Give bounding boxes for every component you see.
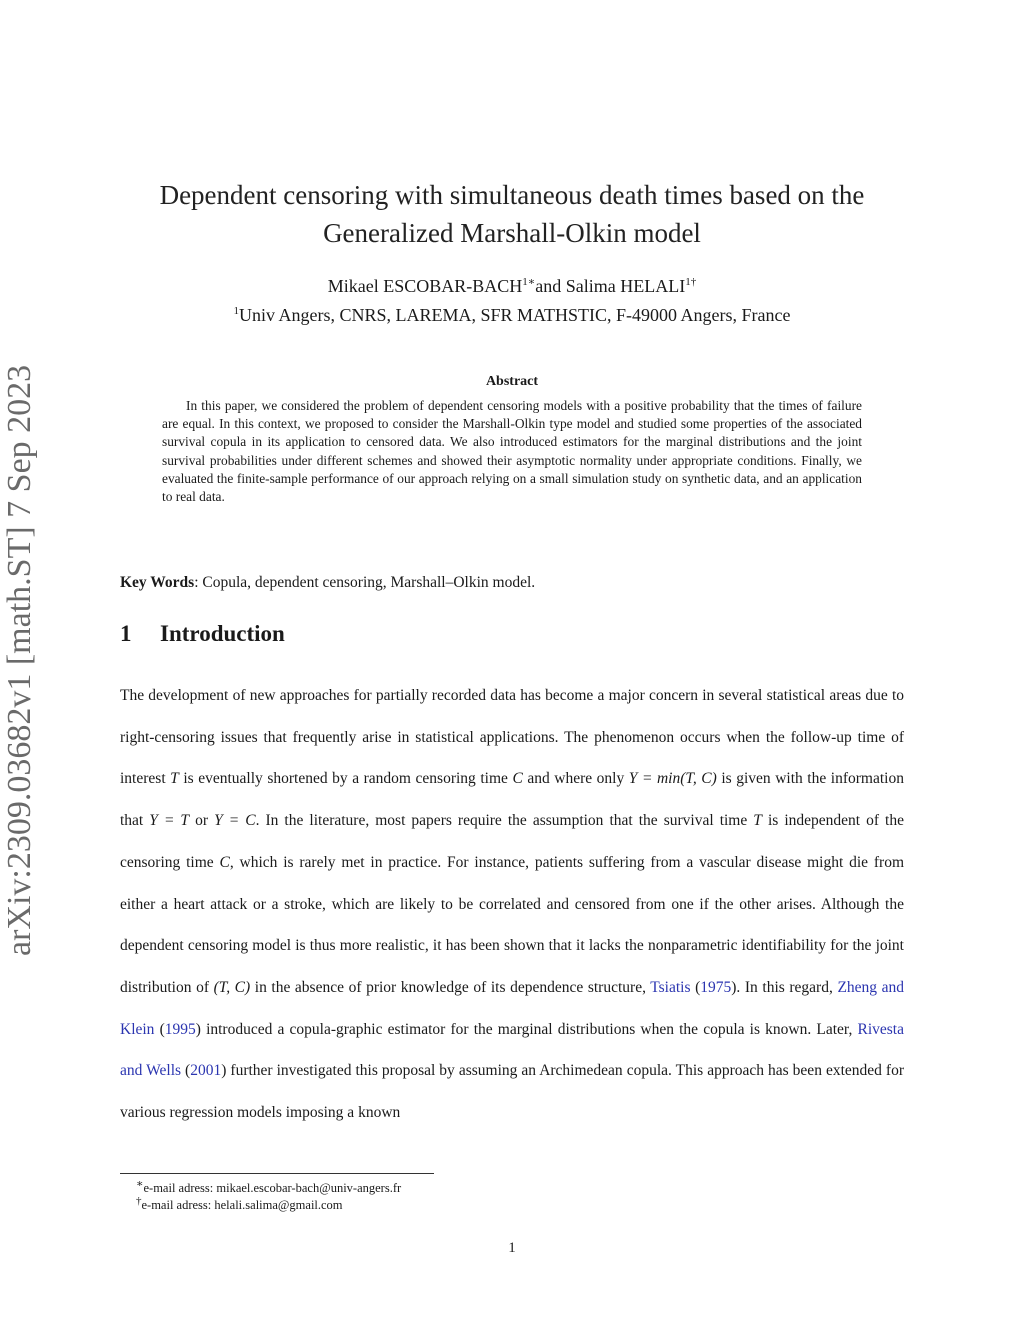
math-var: T xyxy=(753,812,762,830)
body-text-run: is given with the information that xyxy=(120,770,904,830)
citation-paren: ) xyxy=(221,1062,227,1080)
footnote-rule xyxy=(120,1173,434,1174)
section-number: 1 xyxy=(120,621,132,646)
citation-paren: ) xyxy=(195,1020,201,1038)
affiliation-mark: 1 xyxy=(233,305,239,317)
body-text-run: In this regard, xyxy=(740,978,838,996)
body-text-run: further investigated this proposal by assuming an Archimedean copula. This approach has been extended for various regression models imposing a known xyxy=(120,1062,904,1122)
citation-link-rivesta-wells[interactable]: Rivesta and Wells xyxy=(120,1020,904,1080)
citation-paren: ( xyxy=(181,1062,191,1080)
arxiv-stamp: arXiv:2309.03682v1 [math.ST] 7 Sep 2023 xyxy=(1,364,38,956)
math-expression: (T, C) xyxy=(213,978,251,996)
citation-year-link-zheng-klein[interactable]: 1995 xyxy=(164,1020,196,1038)
footnote-2 xyxy=(136,1193,343,1213)
page-number: 1 xyxy=(508,1240,516,1256)
title-line-1: Dependent censoring with simultaneous death times based on the xyxy=(159,180,865,210)
footnote-1-text: e-mail adress: mikael.escobar-bach@univ-angers.fr xyxy=(143,1181,402,1196)
footnote-2-mark: † xyxy=(136,1195,142,1207)
citation-paren: ( xyxy=(690,978,701,996)
author-1-mark: 1∗ xyxy=(522,276,536,288)
body-text-run: , which is rarely met in practice. For instance, patients suffering from a vascular disease might die from either a heart attack or a stroke, which are likely to be correlated and censored from one if the other arises. Although the dependent censoring model is thus more realistic, it has been shown that it lacks the nonparametric identifiability for the joint distribution of xyxy=(120,853,904,996)
author-2-mark: 1† xyxy=(685,276,697,288)
abstract-heading: Abstract xyxy=(485,374,539,389)
body-text-run: or xyxy=(189,812,215,830)
body-text-run: is independent of the censoring time xyxy=(120,812,904,871)
citation-link-tsiatis[interactable]: Tsiatis xyxy=(650,978,691,996)
author-line xyxy=(120,270,904,299)
body-text-run: is eventually shortened by a random censoring time xyxy=(178,770,513,788)
body-text-run: and where only xyxy=(522,770,629,788)
math-var: C xyxy=(512,770,523,788)
keywords xyxy=(120,574,904,592)
body-text-run: . In the literature, most papers require the assumption that the survival time xyxy=(255,812,754,830)
math-expression: Y = C xyxy=(214,812,256,830)
body-text-run: The development of new approaches for partially recorded data has become a major concern in several statistical areas due to right-censoring issues that frequently arise in statistical applications. The phenomenon occurs when the follow-up time of interest xyxy=(120,687,904,788)
section-title: Introduction xyxy=(160,621,285,646)
citation-link-zheng-klein[interactable]: Zheng and Klein xyxy=(120,978,905,1038)
math-var: C xyxy=(219,853,230,871)
footnote-1-mark: ∗ xyxy=(136,1178,144,1190)
keywords-label: Key Words xyxy=(120,574,195,591)
math-expression: Y = T xyxy=(149,812,190,830)
footnote-2-text: e-mail adress: helali.salima@gmail.com xyxy=(141,1198,343,1213)
body-text-run: in the absence of prior knowledge of its dependence structure, xyxy=(250,978,651,996)
author-2: and Salima HELALI xyxy=(535,276,686,296)
math-var: T xyxy=(170,770,179,788)
paper-title xyxy=(120,176,904,252)
author-block xyxy=(120,270,904,328)
introduction-paragraph xyxy=(120,675,904,1134)
citation-year-link-tsiatis[interactable]: 1975 xyxy=(700,978,732,996)
citation-year-link-rivesta-wells[interactable]: 2001 xyxy=(190,1062,222,1080)
math-expression: Y = min(T, C) xyxy=(628,770,717,788)
title-line-2: Generalized Marshall-Olkin model xyxy=(323,218,701,248)
keywords-text: : Copula, dependent censoring, Marshall–Olkin model. xyxy=(194,574,536,591)
affiliation: Univ Angers, CNRS, LAREMA, SFR MATHSTIC, F-49000 Angers, France xyxy=(238,305,791,325)
citation-paren: ). xyxy=(731,978,741,996)
body-text-run: introduced a copula-graphic estimator for the marginal distributions when the copula is known. Later, xyxy=(200,1020,858,1038)
section-heading xyxy=(120,621,285,647)
author-1: Mikael ESCOBAR-BACH xyxy=(327,276,523,296)
citation-paren: ( xyxy=(154,1020,165,1038)
abstract-text: In this paper, we considered the problem of dependent censoring models with a positive probability that the times of failure are equal. In this context, we proposed to consider the Marshall-Olkin type model and studied some properties of the associated survival copula in its application to censored data. We also introduced estimators for the marginal distributions and the joint survival probabilities under different schemes and showed their asymptotic normality under appropriate conditions. Finally, we evaluated the finite-sample performance of our approach relying on a small simulation study on synthetic data, and an application to real data. xyxy=(162,398,862,505)
affiliation-line xyxy=(120,299,904,328)
